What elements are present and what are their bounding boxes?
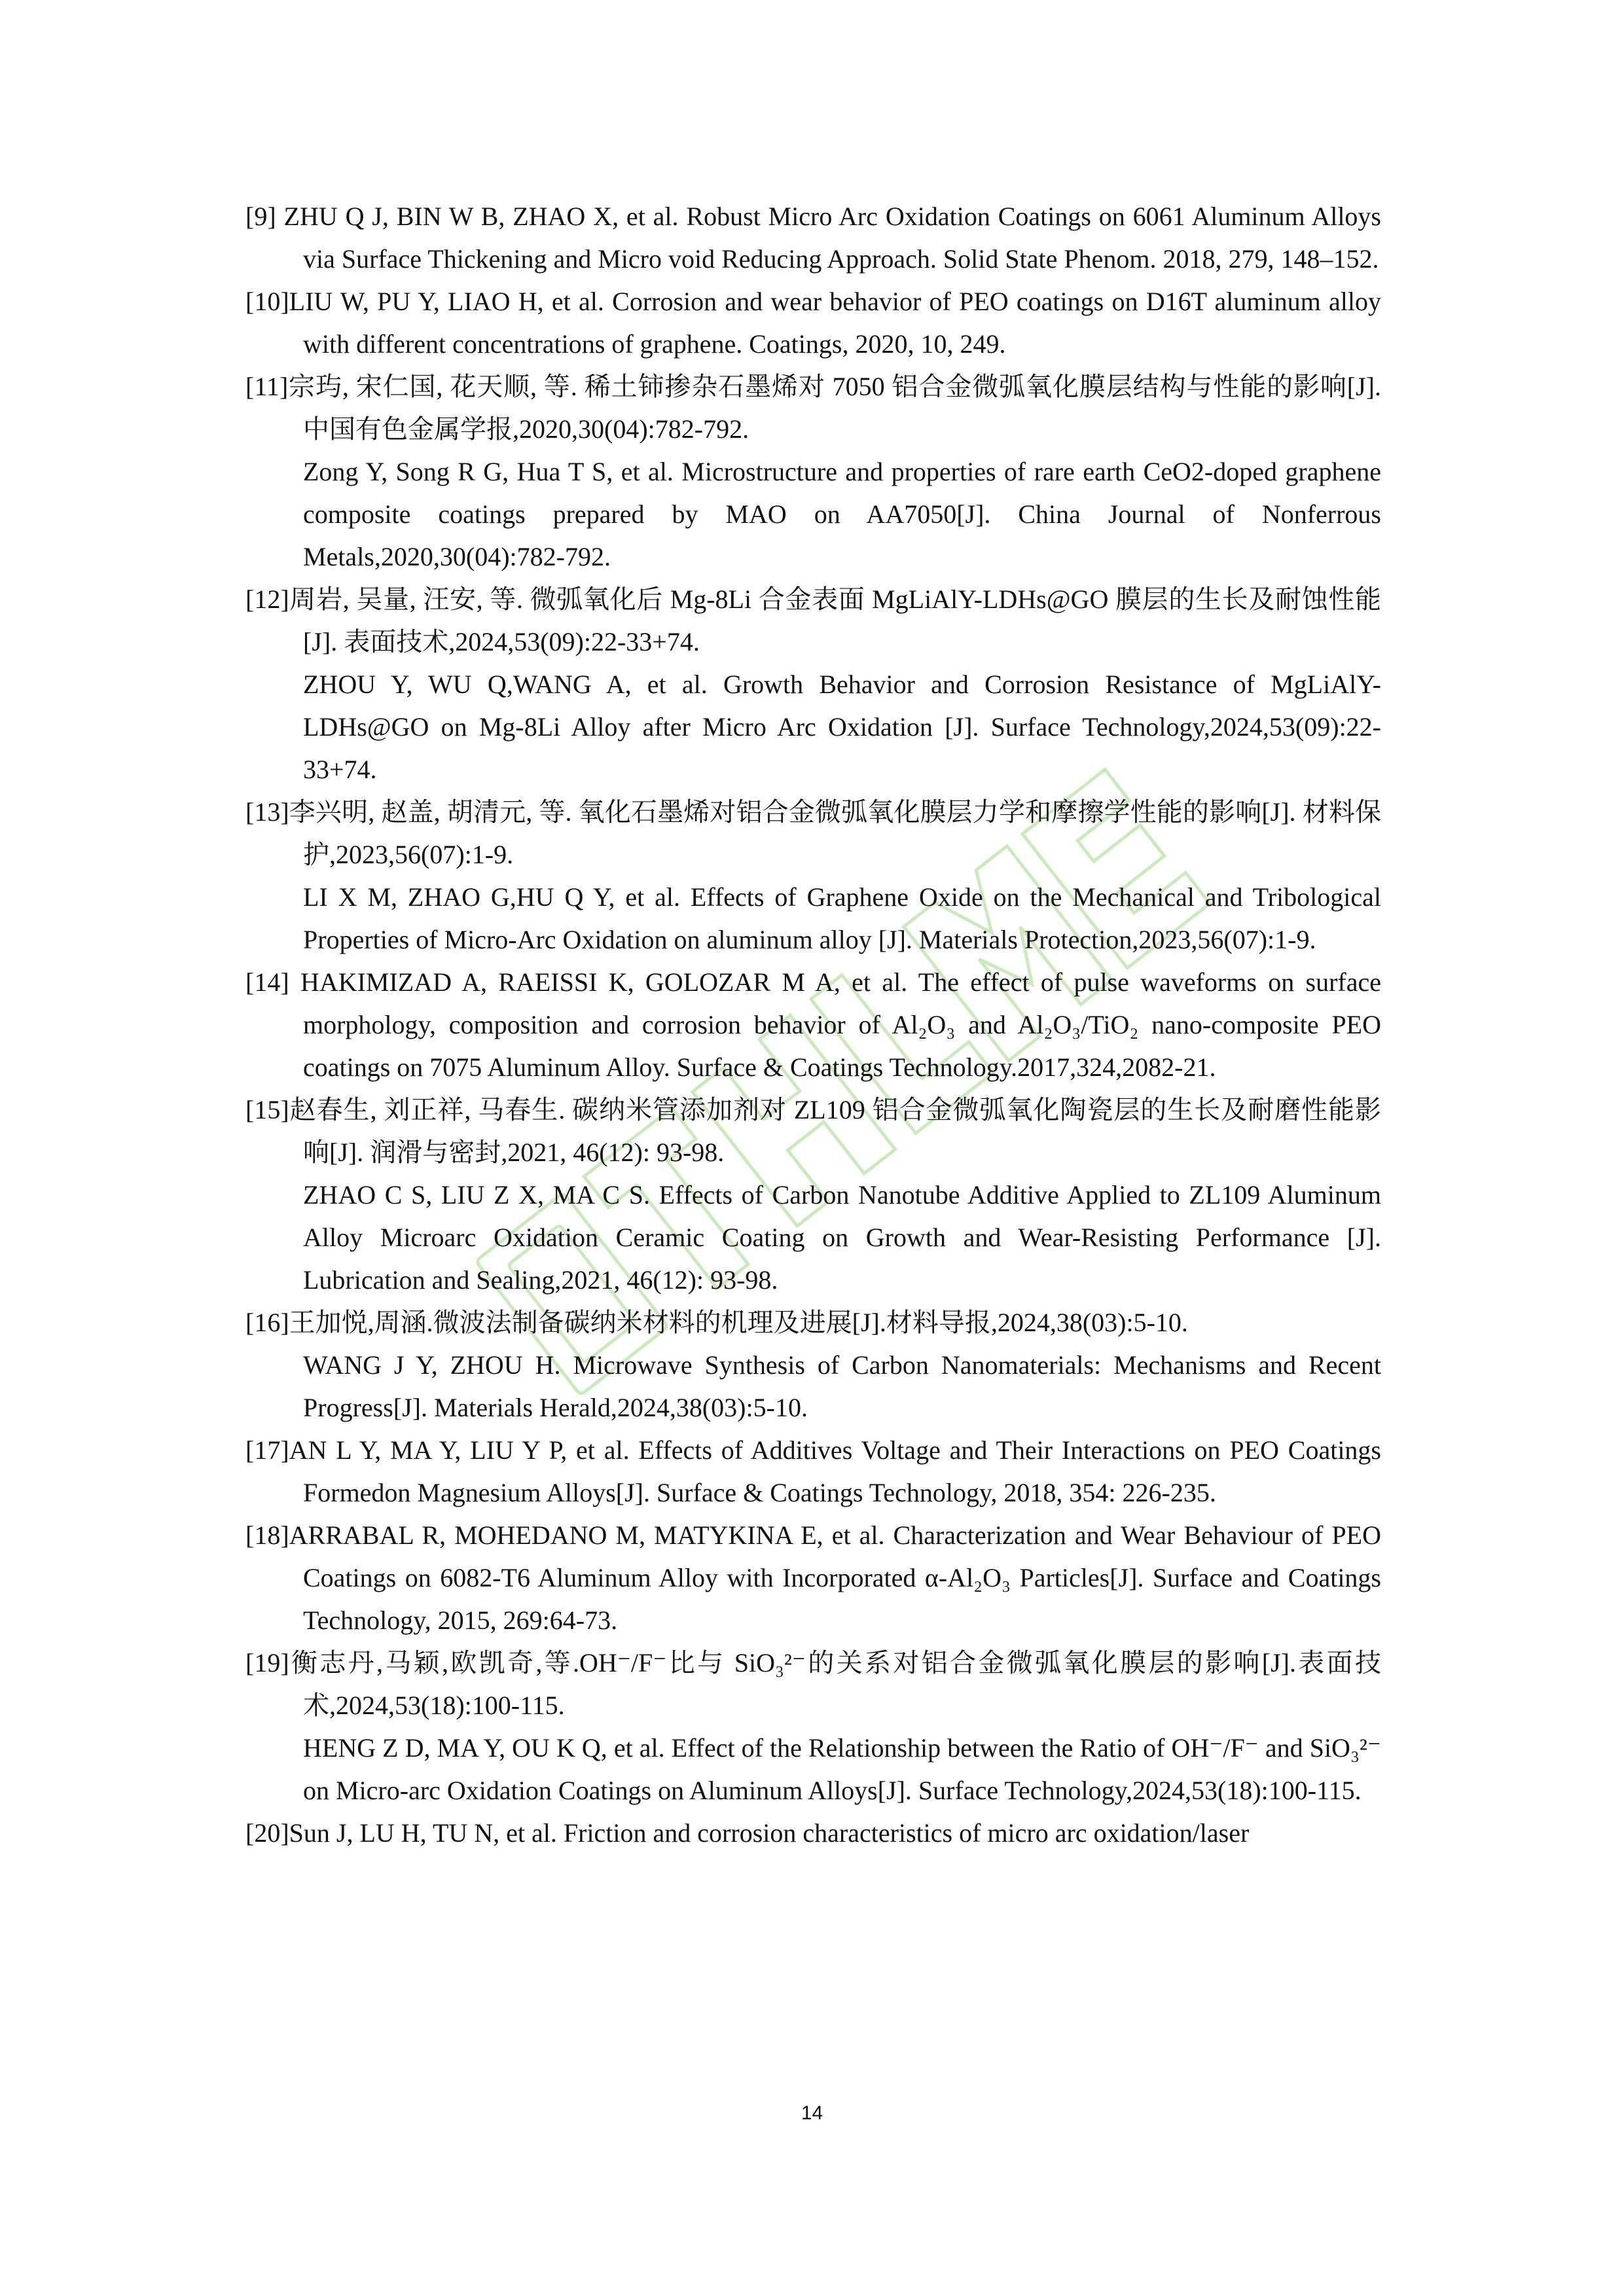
reference-list: [245, 195, 1381, 1854]
reference-english-translation: LI X M, ZHAO G,HU Q Y, et al. Effects of Graphene Oxide on the Mechanical and Tribological Properties of Micro-Arc Oxidation on aluminum alloy [J]. Materials Protection,2023,56(07):1-9.: [303, 882, 1381, 954]
reference-english-translation: ZHOU Y, WU Q,WANG A, et al. Growth Behavior and Corrosion Resistance of MgLiAlY-LDHs@GO on Mg-8Li Alloy after Micro Arc Oxidation [J]. Surface Technology,2024,53(09):22-33+74.: [303, 670, 1381, 784]
reference-text: [12]周岩, 吴量, 汪安, 等. 微弧氧化后 Mg-8Li 合金表面 MgLiAlY-LDHs@GO 膜层的生长及耐蚀性能[J]. 表面技术,2024,53(09):22-33+74.: [245, 584, 1381, 656]
reference-entry-18: [245, 1514, 1381, 1641]
reference-text: [15]赵春生, 刘正祥, 马春生. 碳纳米管添加剂对 ZL109 铝合金微弧氧化陶瓷层的生长及耐磨性能影响[J]. 润滑与密封,2021, 46(12): 93-98.: [245, 1095, 1381, 1167]
reference-text: [14] HAKIMIZAD A, RAEISSI K, GOLOZAR M A, et al. The effect of pulse waveforms on surface morphology, composition and corrosion behavior of Al₂O₃ and Al₂O₃/TiO₂ nano-composite PEO coatings on 7075 Aluminum Alloy. Surface & Coatings Technology.2017,324,2082-21.: [245, 967, 1381, 1082]
reference-entry-16: [245, 1301, 1381, 1429]
reference-text: [13]李兴明, 赵盖, 胡清元, 等. 氧化石墨烯对铝合金微弧氧化膜层力学和摩擦学性能的影响[J]. 材料保护,2023,56(07):1-9.: [245, 797, 1381, 869]
reference-entry-17: [245, 1429, 1381, 1514]
reference-english-translation: HENG Z D, MA Y, OU K Q, et al. Effect of the Relationship between the Ratio of OH⁻/F⁻ and SiO₃²⁻ on Micro-arc Oxidation Coatings on Aluminum Alloys[J]. Surface Technology,2024,53(18):100-115.: [303, 1733, 1381, 1805]
reference-text: [17]AN L Y, MA Y, LIU Y P, et al. Effects of Additives Voltage and Their Interactions on PEO Coatings Formedon Magnesium Alloys[J]. Surface & Coatings Technology, 2018, 354: 226-235.: [245, 1435, 1381, 1507]
reference-entry-12: [245, 578, 1381, 791]
reference-entry-9: [245, 195, 1381, 280]
reference-english-translation: ZHAO C S, LIU Z X, MA C S. Effects of Carbon Nanotube Additive Applied to ZL109 Aluminum Alloy Microarc Oxidation Ceramic Coating on Growth and Wear-Resisting Performance [J]. Lubrication and Sealing,2021, 46(12): 93-98.: [303, 1180, 1381, 1295]
reference-entry-20: [245, 1812, 1381, 1854]
page-number: 14: [801, 2102, 823, 2124]
reference-entry-10: [245, 280, 1381, 365]
reference-text: [20]Sun J, LU H, TU N, et al. Friction and corrosion characteristics of micro arc oxidation/laser: [245, 1818, 1250, 1848]
reference-english-translation: Zong Y, Song R G, Hua T S, et al. Microstructure and properties of rare earth CeO2-doped graphene composite coatings prepared by MAO on AA7050[J]. China Journal of Nonferrous Metals,2020,30(04):782-792.: [303, 457, 1381, 571]
reference-entry-13: [245, 791, 1381, 961]
reference-entry-11: [245, 365, 1381, 578]
reference-text: [9] ZHU Q J, BIN W B, ZHAO X, et al. Robust Micro Arc Oxidation Coatings on 6061 Aluminum Alloys via Surface Thickening and Micro void Reducing Approach. Solid State Phenom. 2018, 279, 148–152.: [245, 202, 1381, 274]
reference-text: [11]宗玙, 宋仁国, 花天顺, 等. 稀土铈掺杂石墨烯对 7050 铝合金微弧氧化膜层结构与性能的影响[J]. 中国有色金属学报,2020,30(04):782-792.: [245, 372, 1381, 444]
reference-text: [18]ARRABAL R, MOHEDANO M, MATYKINA E, et al. Characterization and Wear Behaviour of PEO Coatings on 6082-T6 Aluminum Alloy with Incorporated α-Al₂O₃ Particles[J]. Surface and Coatings Technology, 2015, 269:64-73.: [245, 1520, 1381, 1635]
reference-text: [16]王加悦,周涵.微波法制备碳纳米材料的机理及进展[J].材料导报,2024,38(03):5-10.: [245, 1308, 1188, 1337]
reference-entry-19: [245, 1641, 1381, 1812]
reference-text: [10]LIU W, PU Y, LIAO H, et al. Corrosion and wear behavior of PEO coatings on D16T aluminum alloy with different concentrations of graphene. Coatings, 2020, 10, 249.: [245, 287, 1381, 359]
reference-entry-15: [245, 1088, 1381, 1301]
reference-entry-14: [245, 961, 1381, 1088]
reference-text: [19]衡志丹,马颖,欧凯奇,等.OH⁻/F⁻比与 SiO₃²⁻的关系对铝合金微弧氧化膜层的影响[J].表面技术,2024,53(18):100-115.: [245, 1648, 1381, 1720]
reference-english-translation: WANG J Y, ZHOU H. Microwave Synthesis of Carbon Nanomaterials: Mechanisms and Recent Progress[J]. Materials Herald,2024,38(03):5-10.: [303, 1350, 1381, 1422]
